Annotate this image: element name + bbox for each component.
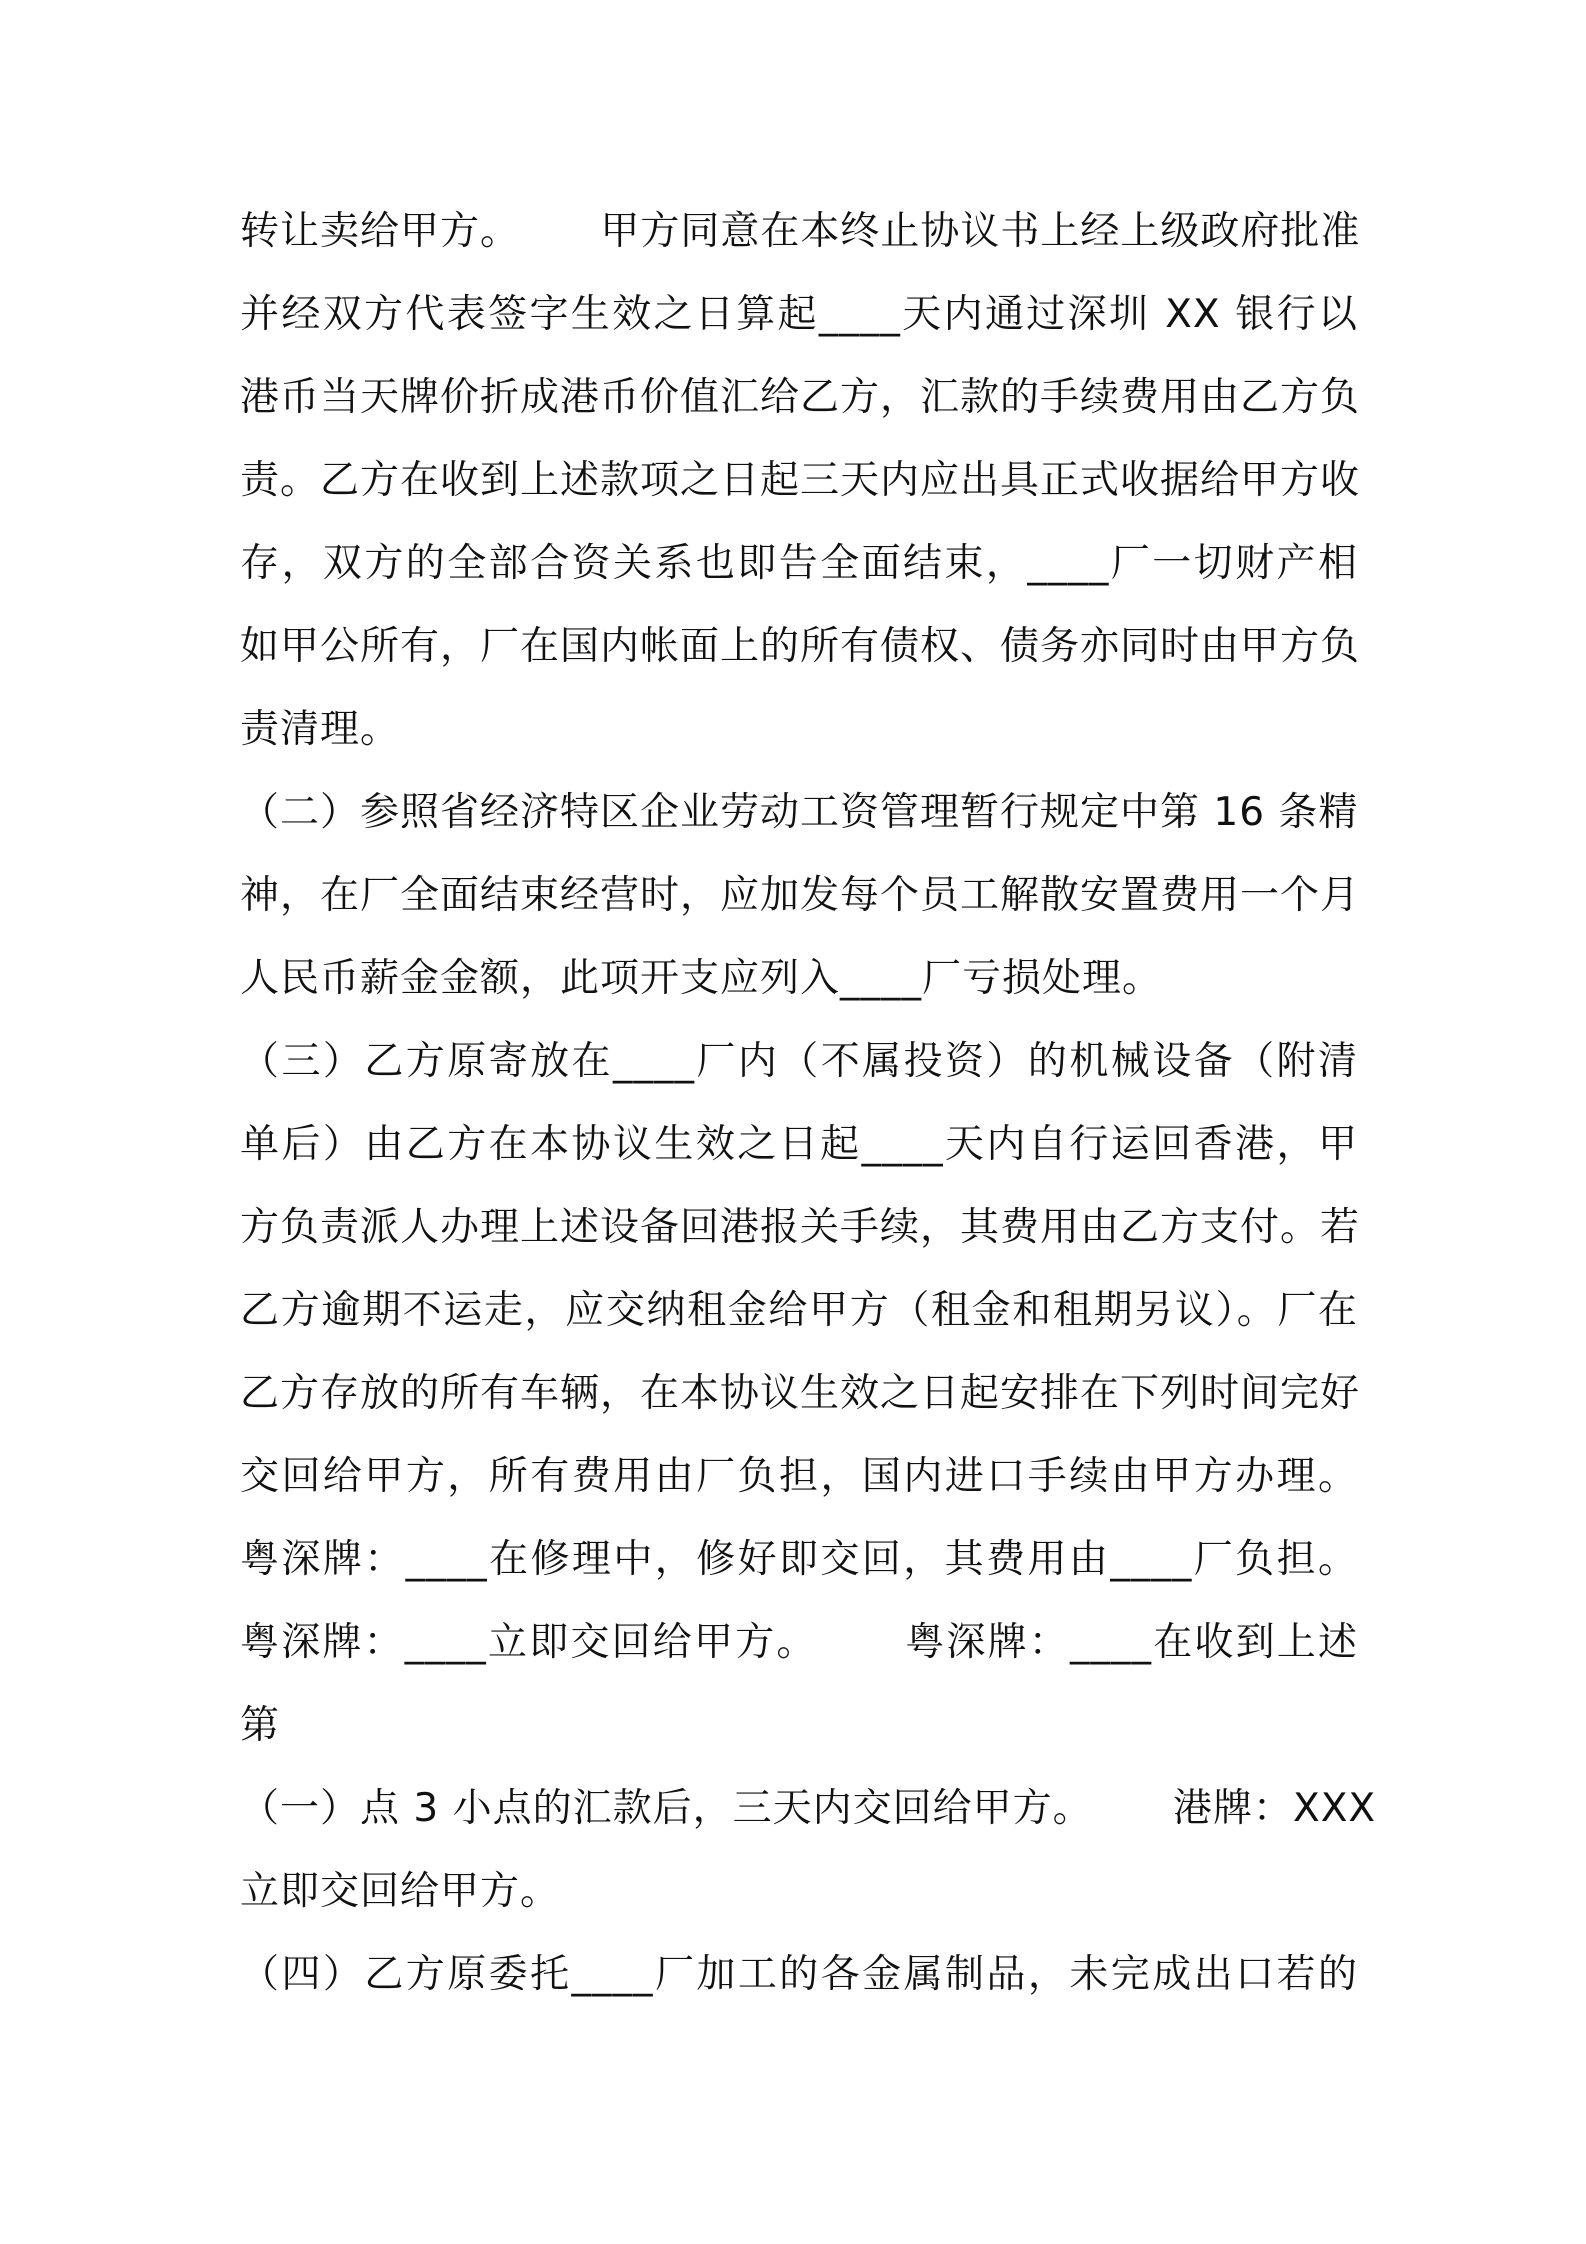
text-line: 责。乙方在收到上述款项之日起三天内应出具正式收据给甲方收 xyxy=(240,458,1361,503)
text-line: 粤深牌：____立即交回给甲方。 粤深牌：____在收到上述 xyxy=(240,1620,1358,1665)
text-line: 神，在厂全面结束经营时，应加发每个员工解散安置费用一个月 xyxy=(240,873,1361,918)
text-line: 交回给甲方，所有费用由厂负担，国内进口手续由甲方办理。 xyxy=(240,1454,1358,1499)
text-line: （一）点 3 小点的汇款后，三天内交回给甲方。 港牌：XXX xyxy=(240,1786,1377,1831)
text-line: 粤深牌：____在修理中，修好即交回，其费用由____厂负担。 xyxy=(240,1537,1358,1582)
text-line: 立即交回给甲方。 xyxy=(240,1869,561,1914)
text-line: 如甲公所有，厂在国内帐面上的所有债权、债务亦同时由甲方负 xyxy=(240,624,1361,669)
text-line: （四）乙方原委托____厂加工的各金属制品，未完成出口若的 xyxy=(240,1952,1358,1997)
text-line: 存，双方的全部合资关系也即告全面结束，____厂一切财产相 xyxy=(240,541,1358,586)
text-line: 港币当天牌价折成港币价值汇给乙方，汇款的手续费用由乙方负 xyxy=(240,375,1361,420)
text-line: 乙方存放的所有车辆，在本协议生效之日起安排在下列时间完好 xyxy=(240,1371,1361,1416)
text-line: 转让卖给甲方。 甲方同意在本终止协议书上经上级政府批准 xyxy=(240,209,1361,254)
text-line: （二）参照省经济特区企业劳动工资管理暂行规定中第 16 条精 xyxy=(240,790,1359,835)
document-body xyxy=(240,190,1377,2016)
text-line: （三）乙方原寄放在____厂内（不属投资）的机械设备（附清 xyxy=(240,1039,1358,1084)
text-line: 单后）由乙方在本协议生效之日起____天内自行运回香港，甲 xyxy=(240,1122,1358,1167)
text-line: 人民币薪金金额，此项开支应列入____厂亏损处理。 xyxy=(240,956,1163,1001)
text-line: 方负责派人办理上述设备回港报关手续，其费用由乙方支付。若 xyxy=(240,1205,1361,1250)
text-line: 责清理。 xyxy=(240,707,401,752)
text-line: 第 xyxy=(240,1703,281,1748)
text-line: 乙方逾期不运走，应交纳租金给甲方（租金和租期另议）。厂在 xyxy=(240,1288,1358,1333)
text-line: 并经双方代表签字生效之日算起____天内通过深圳 XX 银行以 xyxy=(240,292,1358,337)
